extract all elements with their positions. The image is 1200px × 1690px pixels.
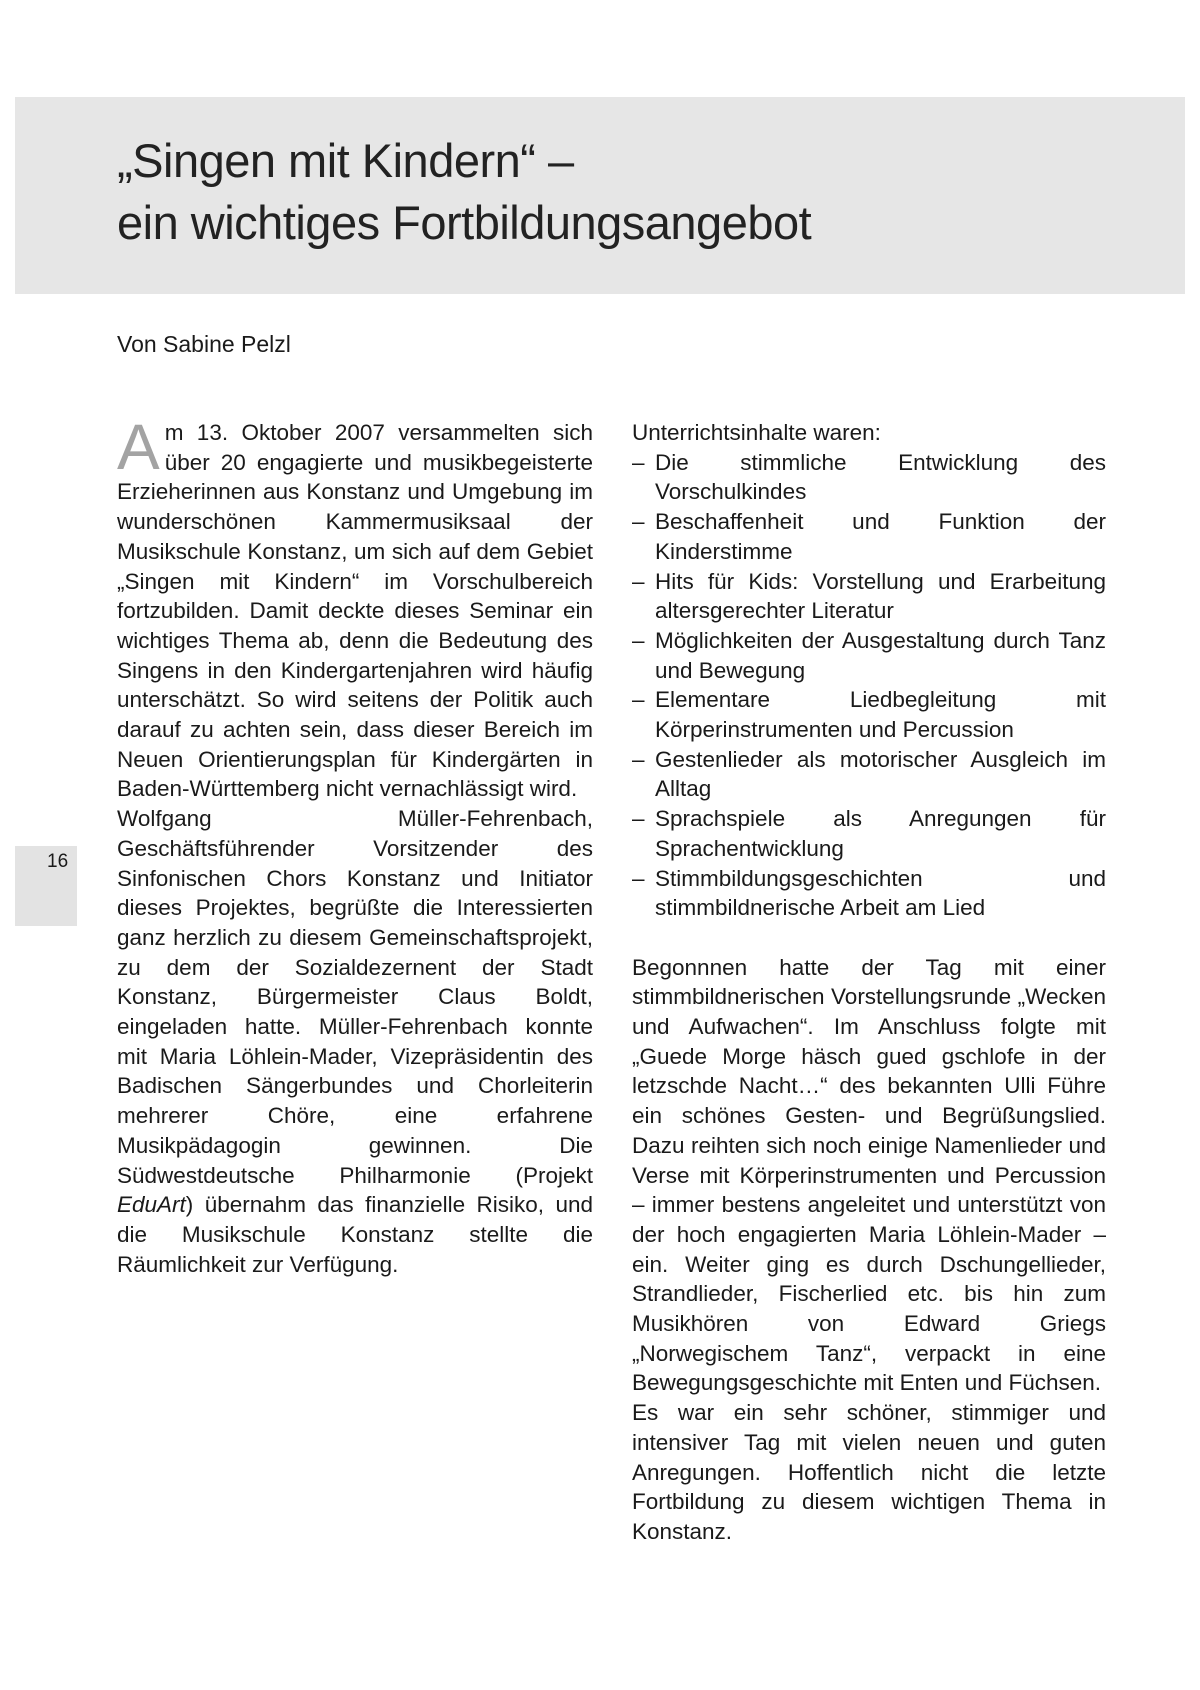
right-column — [632, 418, 1106, 1547]
list-item: – Sprachspiele als Anregungen für Sprachentwicklung — [632, 804, 1106, 863]
left-column — [117, 411, 593, 1279]
drop-cap: A — [117, 411, 160, 483]
welcome-text-start: Wolfgang Müller-Fehrenbach, Geschäftsführender Vorsitzender des Sinfonischen Chors Konstanz und Initiator dieses Projektes, begrüßte die Interessierten ganz herzlich zu diesem Gemeinschaftsprojekt, zu dem der Sozialdezernent der Stadt Konstanz, Bürgermeister Claus Boldt, eingeladen hatte. Müller-Fehrenbach konnte mit Maria Löhlein-Mader, Vizepräsidentin des Badischen Sängerbundes und Chorleiterin mehrerer Chöre, eine erfahrene Musikpädagogin gewinnen. Die Südwestdeutsche Philharmonie (Projekt — [117, 806, 593, 1188]
list-item: – Möglichkeiten der Ausgestaltung durch Tanz und Bewegung — [632, 626, 1106, 685]
closing-paragraph: Es war ein sehr schöner, stimmiger und intensiver Tag mit vielen neuen und guten Anregungen. Hoffentlich nicht die letzte Fortbildung zu diesem wichtigen Thema in Konstanz. — [632, 1400, 1106, 1544]
welcome-paragraph — [117, 804, 593, 1279]
list-item: – Gestenlieder als motorischer Ausgleich im Alltag — [632, 745, 1106, 804]
list-item: – Beschaffenheit und Funktion der Kinderstimme — [632, 507, 1106, 566]
page-number: 16 — [47, 851, 69, 872]
report-paragraph: Begonnnen hatte der Tag mit einer stimmbildnerischen Vorstellungsrunde „Wecken und Aufwachen“. Im Anschluss folgte mit „Guede Morge häsch gued gschlofe in der letzschde Nacht…“ des bekannten Ulli Führe ein schönes Gesten- und Begrüßungslied. Dazu reihten sich noch einige Namenlieder und Verse mit Körperinstrumenten und Percussion – immer bestens angeleitet und unterstützt von der hoch engagierten Maria Löhlein-Mader – ein. Weiter ging es durch Dschungellieder, Strandlieder, Fischerlied etc. bis hin zum Musikhören von Edward Griegs „Norwegischem Tanz“, verpackt in eine Bewegungsgeschichte mit Enten und Füchsen. — [632, 954, 1106, 1396]
title-line-2: ein wichtiges Fortbildungsangebot — [117, 196, 812, 249]
contents-list — [632, 448, 1106, 923]
paragraph-gap — [632, 923, 1106, 953]
list-item: – Stimmbildungsgeschichten und stimmbildnerische Arbeit am Lied — [632, 864, 1106, 923]
project-name: EduArt — [117, 1192, 186, 1218]
article-title — [117, 130, 811, 254]
intro-paragraph-text: m 13. Oktober 2007 versammelten sich über 20 engagierte und musikbegeisterte Erzieherinnen aus Konstanz und Umgebung im wunderschönen Kammermusiksaal der Musikschule Konstanz, um sich auf dem Gebiet „Singen mit Kindern“ im Vorschulbereich fortzubilden. Damit deckte dieses Seminar ein wichtiges Thema ab, denn die Bedeutung des Singens in den Kindergartenjahren wird häufig unterschätzt. So wird seitens der Politik auch darauf zu achten sein, dass dieser Bereich im Neuen Orientierungsplan für Kindergärten in Baden-Württemberg nicht vernachlässigt wird. — [117, 420, 593, 802]
title-line-1: „Singen mit Kindern“ – — [117, 134, 574, 187]
welcome-text-end: ) übernahm das finanzielle Risiko, und die Musikschule Konstanz stellte die Räumlichkeit zur Verfügung. — [117, 1192, 593, 1277]
list-item: – Elementare Liedbegleitung mit Körperinstrumenten und Percussion — [632, 685, 1106, 744]
list-item: – Hits für Kids: Vorstellung und Erarbeitung altersgerechter Literatur — [632, 567, 1106, 626]
list-item: – Die stimmliche Entwicklung des Vorschulkindes — [632, 448, 1106, 507]
intro-paragraph — [117, 411, 593, 804]
byline: Von Sabine Pelzl — [117, 331, 291, 357]
contents-intro: Unterrichtsinhalte waren: — [632, 420, 881, 445]
